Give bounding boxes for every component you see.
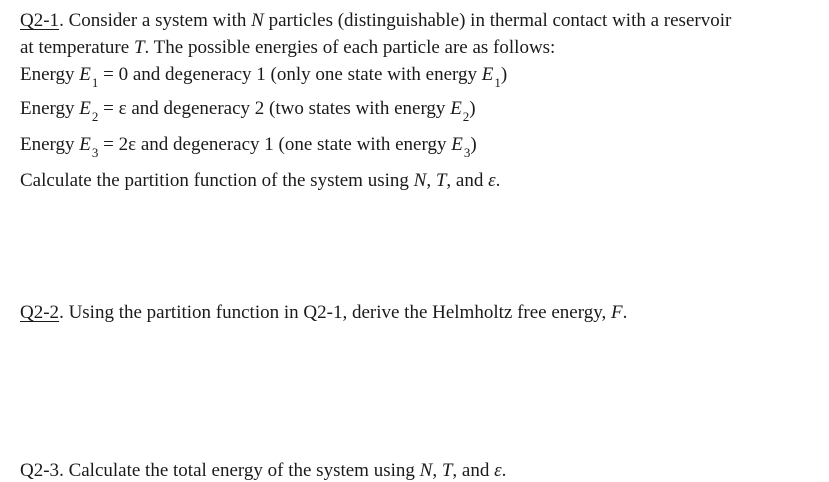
- question-number: Q2-3: [20, 460, 60, 481]
- text: .: [501, 460, 507, 481]
- var-E: E: [79, 98, 91, 119]
- energy-desc: 2ε and degeneracy 1 (one state with energy: [118, 134, 452, 155]
- energy-line-3: [20, 134, 477, 160]
- var-E: E: [481, 64, 494, 85]
- q2-2-line: [20, 302, 627, 324]
- var-N: N: [413, 170, 427, 191]
- subscript: 3: [91, 145, 99, 160]
- var-epsilon: ε: [488, 170, 496, 191]
- text: .: [495, 170, 501, 191]
- energy-line-2: [20, 98, 476, 124]
- text: . The possible energies of each particle are as follows:: [144, 37, 556, 58]
- q2-1-line-1: [20, 10, 731, 32]
- q2-1-instruction: [20, 170, 500, 192]
- subscript: 3: [463, 145, 471, 160]
- paren: ): [469, 98, 476, 119]
- text: . Consider a system with: [59, 10, 252, 31]
- text: , and: [446, 170, 489, 191]
- var-epsilon: ε: [494, 460, 502, 481]
- energy-label: Energy: [20, 64, 80, 85]
- var-T: T: [133, 37, 145, 58]
- energy-desc: ε and degeneracy 2 (two states with energy: [118, 98, 451, 119]
- subscript: 1: [494, 75, 501, 90]
- energy-label: Energy: [20, 98, 80, 119]
- question-number: Q2-2: [20, 302, 60, 323]
- text: . Using the partition function in Q2-1, derive the Helmholtz free energy,: [59, 302, 611, 323]
- text: ,: [426, 170, 436, 191]
- var-T: T: [435, 170, 447, 191]
- subscript: 1: [91, 75, 99, 90]
- equals: =: [98, 98, 119, 119]
- equals: =: [98, 134, 119, 155]
- text: . Calculate the total energy of the system using: [59, 460, 420, 481]
- var-N: N: [419, 460, 433, 481]
- energy-line-1: [20, 64, 508, 90]
- equals: =: [98, 64, 119, 85]
- energy-label: Energy: [20, 134, 80, 155]
- subscript: 2: [462, 109, 470, 124]
- var-E: E: [79, 64, 91, 85]
- var-E: E: [450, 98, 462, 119]
- var-E: E: [451, 134, 463, 155]
- paren: ): [470, 134, 477, 155]
- var-F: F: [610, 302, 623, 323]
- text: , and: [452, 460, 495, 481]
- q2-3-line: [20, 460, 506, 482]
- var-E: E: [79, 134, 91, 155]
- question-number: Q2-1: [20, 10, 60, 31]
- text: particles (distinguishable) in thermal contact with a reservoir: [263, 10, 732, 31]
- text: ,: [432, 460, 442, 481]
- subscript: 2: [91, 109, 99, 124]
- text: .: [622, 302, 628, 323]
- var-T: T: [441, 460, 453, 481]
- var-N: N: [251, 10, 264, 31]
- paren: ): [500, 64, 508, 85]
- text: at temperature: [20, 37, 134, 58]
- q2-1-line-2: [20, 37, 555, 59]
- text: Calculate the partition function of the system using: [20, 170, 414, 191]
- energy-desc: 0 and degeneracy 1 (only one state with energy: [118, 64, 482, 85]
